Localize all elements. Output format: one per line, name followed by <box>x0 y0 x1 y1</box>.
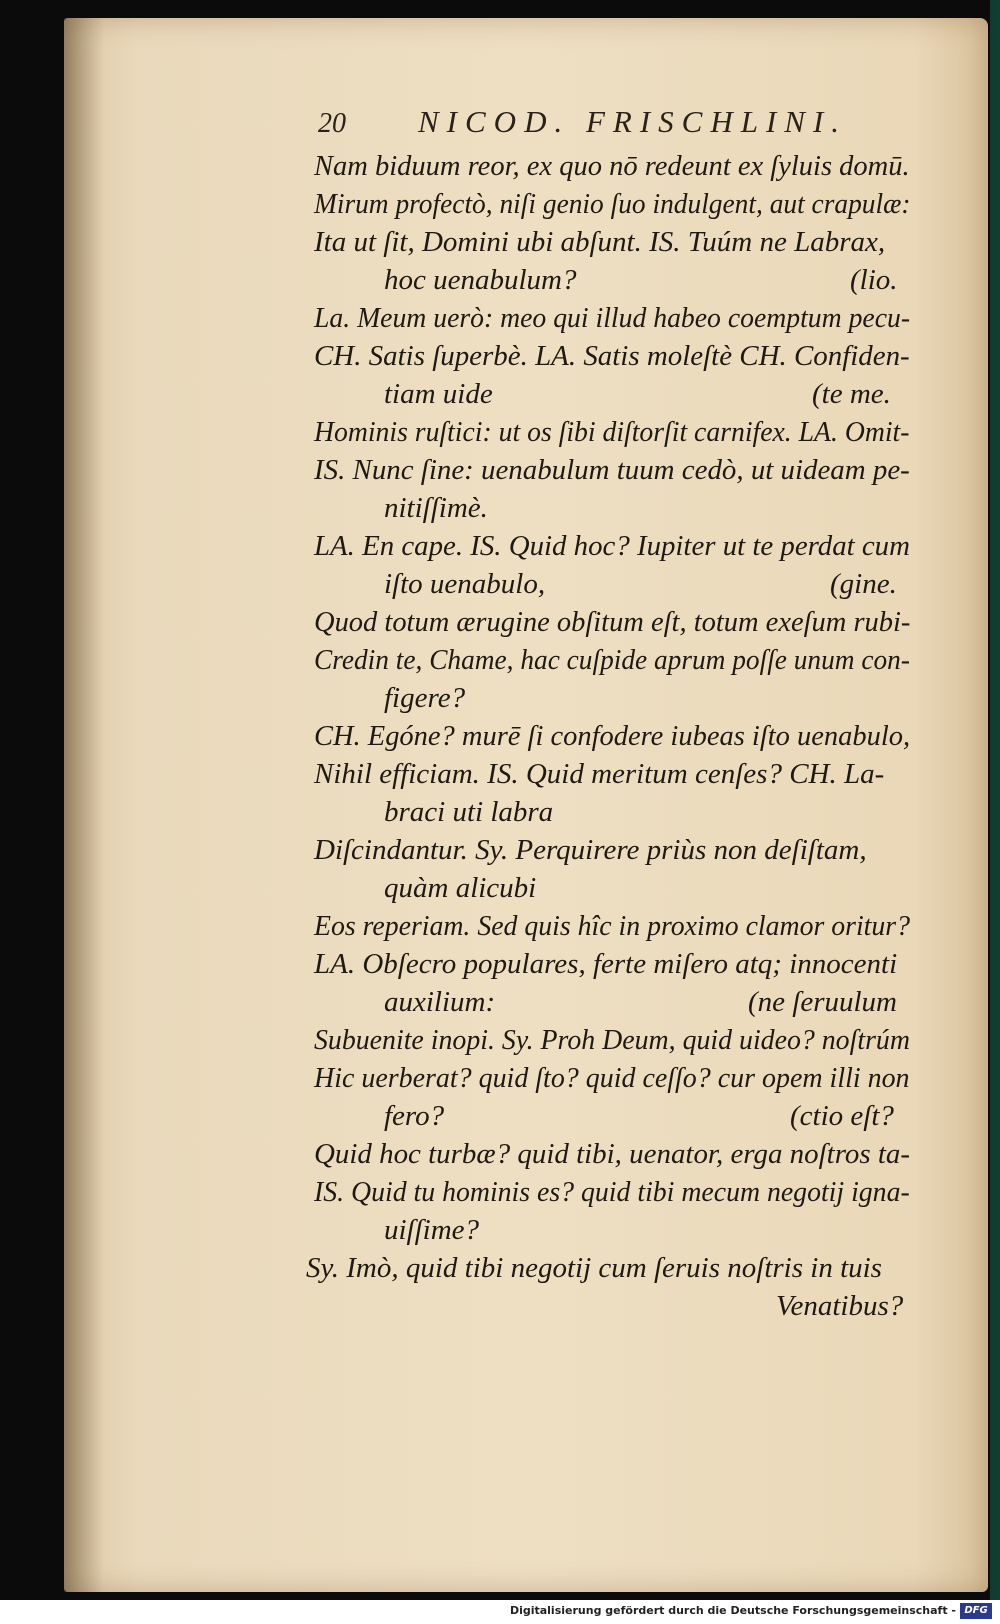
text-line: Subuenite inopi. Sy. Proh Deum, quid uideo? noſtrúm <box>314 1024 910 1056</box>
text-line: Hic uerberat? quid ſto? quid ceſſo? cur opem illi non <box>314 1062 910 1094</box>
footer-bar <box>0 1600 1000 1624</box>
text-line: Nam biduum reor, ex quo nō redeunt ex ſyluis domū. <box>314 150 910 182</box>
text-line: quàm alicubi <box>384 872 537 904</box>
text-line: tiam uide <box>384 378 493 410</box>
text-line: hoc uenabulum? <box>384 264 577 296</box>
text-line: Quid hoc turbæ? quid tibi, uenator, erga noſtros ta- <box>314 1138 911 1170</box>
turnover-text: (lio. <box>850 264 898 296</box>
page-number: 20 <box>318 108 346 139</box>
turnover-text: (ctio eſt? <box>790 1100 894 1132</box>
footer-credit: Digitalisierung gefördert durch die Deutsche Forschungsgemeinschaft - <box>509 1604 956 1617</box>
text-line: Quod totum ærugine obſitum eſt, totum exeſum rubi- <box>314 606 911 638</box>
turnover-text: (gine. <box>830 568 897 600</box>
text-line: LA. Obſecro populares, ferte miſero atq; innocenti <box>314 948 898 980</box>
text-line: Sy. Imò, quid tibi negotij cum ſeruis noſtris in tuis <box>306 1252 882 1284</box>
text-line: La. Meum uerò: meo qui illud habeo coemptum pecu- <box>314 302 911 334</box>
dfg-logo: DFG <box>960 1603 992 1619</box>
text-line: IS. Nunc ſine: uenabulum tuum cedò, ut uideam pe- <box>314 454 910 486</box>
text-line: Diſcindantur. Sy. Perquirere priùs non deſiſtam, <box>314 834 867 866</box>
text-line: Mirum profectò, niſi genio ſuo indulgent, aut crapulæ: <box>314 188 911 220</box>
text-line: Credin te, Chame, hac cuſpide aprum poſſe unum con- <box>314 644 910 676</box>
text-line: Ita ut ſit, Domini ubi abſunt. IS. Tuúm ne Labrax, <box>314 226 886 258</box>
turnover-text: (te me. <box>812 378 891 410</box>
text-line: iſto uenabulo, <box>384 568 546 600</box>
text-line: fero? <box>384 1100 445 1132</box>
text-line: Venatibus? <box>776 1290 904 1322</box>
running-head: NICOD. FRISCHLINI. <box>418 104 848 139</box>
text-line: auxilium: <box>384 986 496 1018</box>
text-line: Eos reperiam. Sed quis hîc in proximo clamor oritur? <box>314 910 910 942</box>
text-line: IS. Quid tu hominis es? quid tibi mecum negotij igna- <box>314 1176 910 1208</box>
text-line: nitiſſimè. <box>384 492 488 524</box>
text-line: LA. En cape. IS. Quid hoc? Iupiter ut te perdat cum <box>314 530 910 562</box>
turnover-text: (ne ſeruulum <box>748 986 897 1018</box>
text-line: braci uti labra <box>384 796 554 828</box>
text-line: uiſſime? <box>384 1214 480 1246</box>
text-line: Hominis ruſtici: ut os ſibi diſtorſit carnifex. LA. Omit- <box>314 416 910 448</box>
text-line: Nihil efficiam. IS. Quid meritum cenſes? CH. La- <box>314 758 885 790</box>
text-line: figere? <box>384 682 466 714</box>
text-line: CH. Satis ſuperbè. LA. Satis moleſtè CH. Confiden- <box>314 340 910 372</box>
text-line: CH. Egóne? murē ſi confodere iubeas iſto uenabulo, <box>314 720 911 752</box>
